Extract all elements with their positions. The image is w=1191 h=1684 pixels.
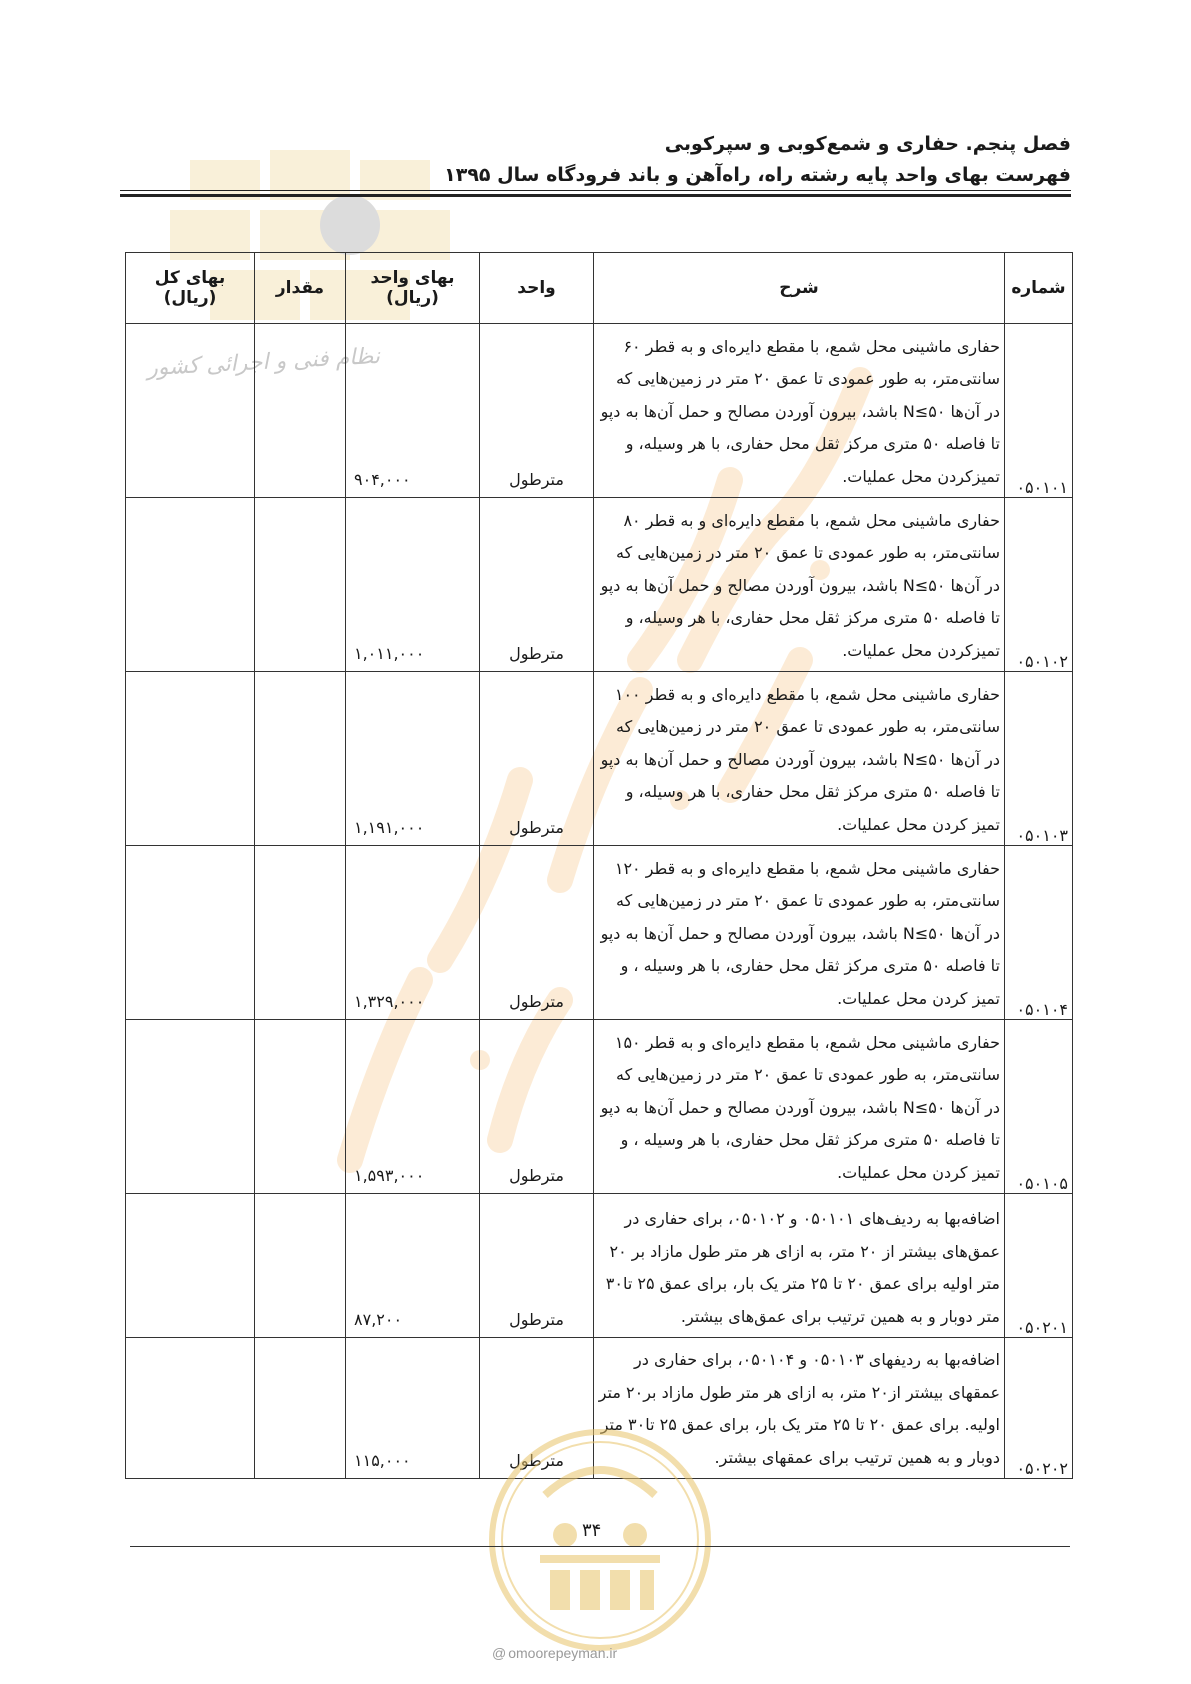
item-unit-price: ۱,۵۹۳,۰۰۰ bbox=[346, 1020, 480, 1194]
item-description: اضافه‌بها به ردیفهای ۰۵۰۱۰۳ و ۰۵۰۱۰۴، برای حفاری در عمقهای بیشتر از۲۰ متر، به ازای هر متر طول مازاد بر۲۰ متر اولیه. برای عمق ۲۰ تا ۲۵ متر یک بار، برای عمق ۲۵ تا۳۰ متر دوبار و به همین ترتیب برای عمقهای بیشتر. bbox=[594, 1338, 1005, 1479]
table-row bbox=[126, 846, 1073, 1020]
item-unit-price: ۱,۰۱۱,۰۰۰ bbox=[346, 498, 480, 672]
header-rule-thin bbox=[120, 190, 1071, 191]
column-header-unit: واحد bbox=[480, 253, 594, 324]
watermark-website-text: omoorepeyman.ir bbox=[508, 1645, 618, 1661]
item-quantity bbox=[255, 498, 346, 672]
table-row bbox=[126, 672, 1073, 846]
watermark-org-text: نظام فنی و اجرائی کشور bbox=[146, 343, 381, 382]
item-number: ۰۵۰۱۰۴ bbox=[1005, 846, 1073, 1020]
column-header-description: شرح bbox=[594, 253, 1005, 324]
item-total bbox=[126, 498, 255, 672]
item-number: ۰۵۰۱۰۱ bbox=[1005, 324, 1073, 498]
item-description: حفاری ماشینی محل شمع، با مقطع دایره‌ای و به قطر ۸۰ سانتی‌متر، به طور عمودی تا عمق ۲۰ متر در زمین‌هایی که در آن‌ها N≤۵۰ باشد، بیرون آوردن مصالح و حمل آن‌ها به دپو تا فاصله ۵۰ متری مرکز ثقل محل حفاری، با هر وسیله، و تمیزکردن محل عملیات. bbox=[594, 498, 1005, 672]
item-quantity bbox=[255, 1338, 346, 1479]
item-unit-price: ۹۰۴,۰۰۰ bbox=[346, 324, 480, 498]
price-list-title: فهرست بهای واحد پایه رشته راه، راه‌آهن و باند فرودگاه سال ۱۳۹۵ bbox=[444, 164, 1071, 186]
item-total bbox=[126, 1338, 255, 1479]
table-header-row bbox=[126, 253, 1073, 324]
item-unit-price: ۱,۱۹۱,۰۰۰ bbox=[346, 672, 480, 846]
item-unit: مترطول bbox=[480, 1194, 594, 1338]
item-unit: مترطول bbox=[480, 672, 594, 846]
item-total bbox=[126, 672, 255, 846]
item-description: حفاری ماشینی محل شمع، با مقطع دایره‌ای و به قطر ۱۵۰ سانتی‌متر، به طور عمودی تا عمق ۲۰ متر در زمین‌هایی که در آن‌ها N≤۵۰ باشد، بیرون آوردن مصالح و حمل آن‌ها به دپو تا فاصله ۵۰ متری مرکز ثقل محل حفاری، با هر وسیله ، و تمیز کردن محل عملیات. bbox=[594, 1020, 1005, 1194]
item-unit-price: ۱۱۵,۰۰۰ bbox=[346, 1338, 480, 1479]
item-number: ۰۵۰۲۰۲ bbox=[1005, 1338, 1073, 1479]
column-header-quantity: مقدار bbox=[255, 253, 346, 324]
item-number: ۰۵۰۱۰۵ bbox=[1005, 1020, 1073, 1194]
unit-price-header-line2: (ریال) bbox=[386, 288, 439, 308]
item-unit: مترطول bbox=[480, 846, 594, 1020]
item-unit: مترطول bbox=[480, 324, 594, 498]
item-description: حفاری ماشینی محل شمع، با مقطع دایره‌ای و به قطر ۱۲۰ سانتی‌متر، به طور عمودی تا عمق ۲۰ متر در زمین‌هایی که در آن‌ها N≤۵۰ باشد، بیرون آوردن مصالح و حمل آن‌ها به دپو تا فاصله ۵۰ متری مرکز ثقل محل حفاری، با هر وسیله ، و تمیز کردن محل عملیات. bbox=[594, 846, 1005, 1020]
table-row bbox=[126, 498, 1073, 672]
at-icon: @ bbox=[492, 1645, 507, 1661]
table-row bbox=[126, 1194, 1073, 1338]
header-rule-thick bbox=[120, 194, 1071, 197]
unit-price-header-line1: بهای واحد bbox=[370, 268, 455, 288]
item-unit-price: ۱,۳۲۹,۰۰۰ bbox=[346, 846, 480, 1020]
item-description: حفاری ماشینی محل شمع، با مقطع دایره‌ای و به قطر ۱۰۰ سانتی‌متر، به طور عمودی تا عمق ۲۰ متر در زمین‌هایی که در آن‌ها N≤۵۰ باشد، بیرون آوردن مصالح و حمل آن‌ها به دپو تا فاصله ۵۰ متری مرکز ثقل محل حفاری، با هر وسیله، و تمیز کردن محل عملیات. bbox=[594, 672, 1005, 846]
footer-rule bbox=[130, 1546, 1070, 1547]
item-total bbox=[126, 1020, 255, 1194]
item-total bbox=[126, 1194, 255, 1338]
item-unit: مترطول bbox=[480, 498, 594, 672]
item-total bbox=[126, 324, 255, 498]
column-header-unit-price bbox=[346, 253, 480, 324]
page-header bbox=[121, 128, 1071, 190]
item-description: اضافه‌بها به ردیف‌های ۰۵۰۱۰۱ و ۰۵۰۱۰۲، برای حفاری در عمق‌های بیشتر از ۲۰ متر، به ازای هر متر طول مازاد بر ۲۰ متر اولیه برای عمق ۲۰ تا ۲۵ متر یک بار، برای عمق ۲۵ تا۳۰ متر دوبار و به همین ترتیب برای عمق‌های بیشتر. bbox=[594, 1194, 1005, 1338]
item-description: حفاری ماشینی محل شمع، با مقطع دایره‌ای و به قطر ۶۰ سانتی‌متر، به طور عمودی تا عمق ۲۰ متر در زمین‌هایی که در آن‌ها N≤۵۰ باشد، بیرون آوردن مصالح و حمل آن‌ها به دپو تا فاصله ۵۰ متری مرکز ثقل محل حفاری، با هر وسیله، و تمیزکردن محل عملیات. bbox=[594, 324, 1005, 498]
item-unit-price: ۸۷,۲۰۰ bbox=[346, 1194, 480, 1338]
item-total bbox=[126, 846, 255, 1020]
item-unit: مترطول bbox=[480, 1338, 594, 1479]
page-number: ۳۴ bbox=[582, 1520, 602, 1541]
column-header-total-price: بهای کل (ریال) bbox=[126, 253, 255, 324]
item-quantity bbox=[255, 1194, 346, 1338]
item-number: ۰۵۰۱۰۲ bbox=[1005, 498, 1073, 672]
watermark-website bbox=[492, 1645, 617, 1661]
unit-price-table bbox=[125, 252, 1073, 1479]
item-number: ۰۵۰۱۰۳ bbox=[1005, 672, 1073, 846]
table-row bbox=[126, 1020, 1073, 1194]
column-header-number: شماره bbox=[1005, 253, 1073, 324]
item-quantity bbox=[255, 1020, 346, 1194]
item-quantity bbox=[255, 672, 346, 846]
item-quantity bbox=[255, 324, 346, 498]
item-number: ۰۵۰۲۰۱ bbox=[1005, 1194, 1073, 1338]
table-row bbox=[126, 324, 1073, 498]
chapter-title: فصل پنجم. حفاری و شمع‌کوبی و سپرکوبی bbox=[664, 133, 1071, 155]
item-unit: مترطول bbox=[480, 1020, 594, 1194]
item-quantity bbox=[255, 846, 346, 1020]
